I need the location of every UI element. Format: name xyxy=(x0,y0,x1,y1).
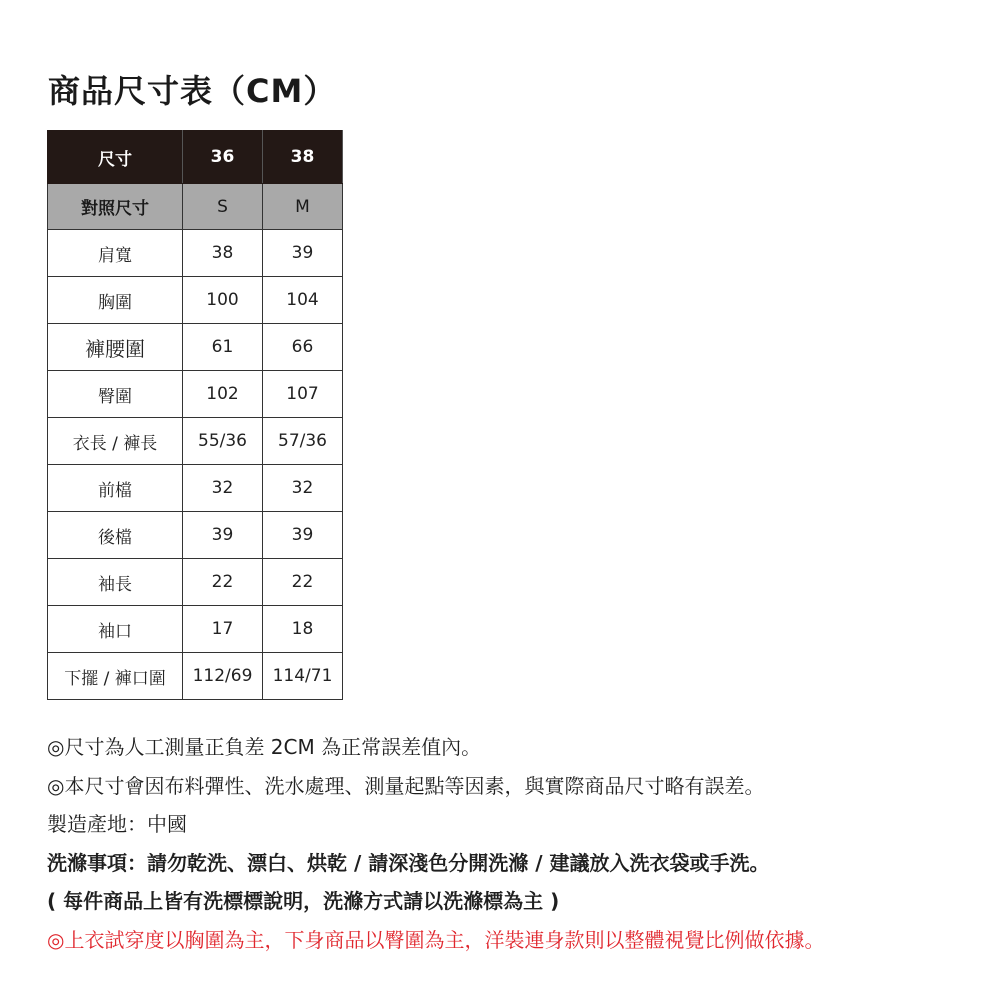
row-label: 下擺 / 褲口圍 xyxy=(48,653,183,700)
table-row xyxy=(48,324,343,371)
reference-label: 對照尺寸 xyxy=(48,184,183,230)
header-size-38: 38 xyxy=(263,131,343,184)
reference-size-row xyxy=(48,184,343,230)
table-row xyxy=(48,606,343,653)
row-value: 66 xyxy=(263,324,343,371)
row-label: 胸圍 xyxy=(48,277,183,324)
header-size-36: 36 xyxy=(183,131,263,184)
row-label: 衣長 / 褲長 xyxy=(48,418,183,465)
table-row xyxy=(48,230,343,277)
origin-note: 製造產地：中國 xyxy=(47,812,187,836)
row-value: 39 xyxy=(263,512,343,559)
row-value: 104 xyxy=(263,277,343,324)
notes-section xyxy=(47,728,987,959)
table-row xyxy=(48,559,343,606)
size-chart-table xyxy=(47,130,343,700)
row-value: 55/36 xyxy=(183,418,263,465)
row-value: 100 xyxy=(183,277,263,324)
row-label: 袖口 xyxy=(48,606,183,653)
table-header-row xyxy=(48,131,343,184)
row-value: 32 xyxy=(263,465,343,512)
row-label: 袖長 xyxy=(48,559,183,606)
washing-label-note: ( 每件商品上皆有洗標標說明，洗滌方式請以洗滌標為主 ) xyxy=(47,889,560,913)
row-value: 57/36 xyxy=(263,418,343,465)
row-value: 39 xyxy=(183,512,263,559)
row-value: 17 xyxy=(183,606,263,653)
row-label: 前檔 xyxy=(48,465,183,512)
fit-note: ◎上衣試穿度以胸圍為主，下身商品以臀圍為主，洋裝連身款則以整體視覺比例做依據。 xyxy=(47,927,825,952)
variance-note: ◎本尺寸會因布料彈性、洗水處理、測量起點等因素，與實際商品尺寸略有誤差。 xyxy=(47,773,765,798)
reference-size-s: S xyxy=(183,184,263,230)
row-value: 39 xyxy=(263,230,343,277)
row-value: 32 xyxy=(183,465,263,512)
row-value: 102 xyxy=(183,371,263,418)
table-row xyxy=(48,418,343,465)
table-row xyxy=(48,512,343,559)
row-label: 後檔 xyxy=(48,512,183,559)
row-value: 61 xyxy=(183,324,263,371)
washing-instructions: 洗滌事項：請勿乾洗、漂白、烘乾 / 請深淺色分開洗滌 / 建議放入洗衣袋或手洗。 xyxy=(47,850,770,875)
table-row xyxy=(48,277,343,324)
row-value: 38 xyxy=(183,230,263,277)
row-value: 22 xyxy=(263,559,343,606)
row-label: 褲腰圍 xyxy=(48,324,183,371)
table-row xyxy=(48,371,343,418)
table-row xyxy=(48,465,343,512)
page-title: 商品尺寸表（CM） xyxy=(48,72,337,110)
row-label: 肩寬 xyxy=(48,230,183,277)
reference-size-m: M xyxy=(263,184,343,230)
row-value: 18 xyxy=(263,606,343,653)
header-label: 尺寸 xyxy=(48,131,183,184)
tolerance-note: ◎尺寸為人工測量正負差 2CM 為正常誤差值內。 xyxy=(47,735,482,759)
row-label: 臀圍 xyxy=(48,371,183,418)
row-value: 112/69 xyxy=(183,653,263,700)
table-row xyxy=(48,653,343,700)
row-value: 114/71 xyxy=(263,653,343,700)
row-value: 22 xyxy=(183,559,263,606)
row-value: 107 xyxy=(263,371,343,418)
